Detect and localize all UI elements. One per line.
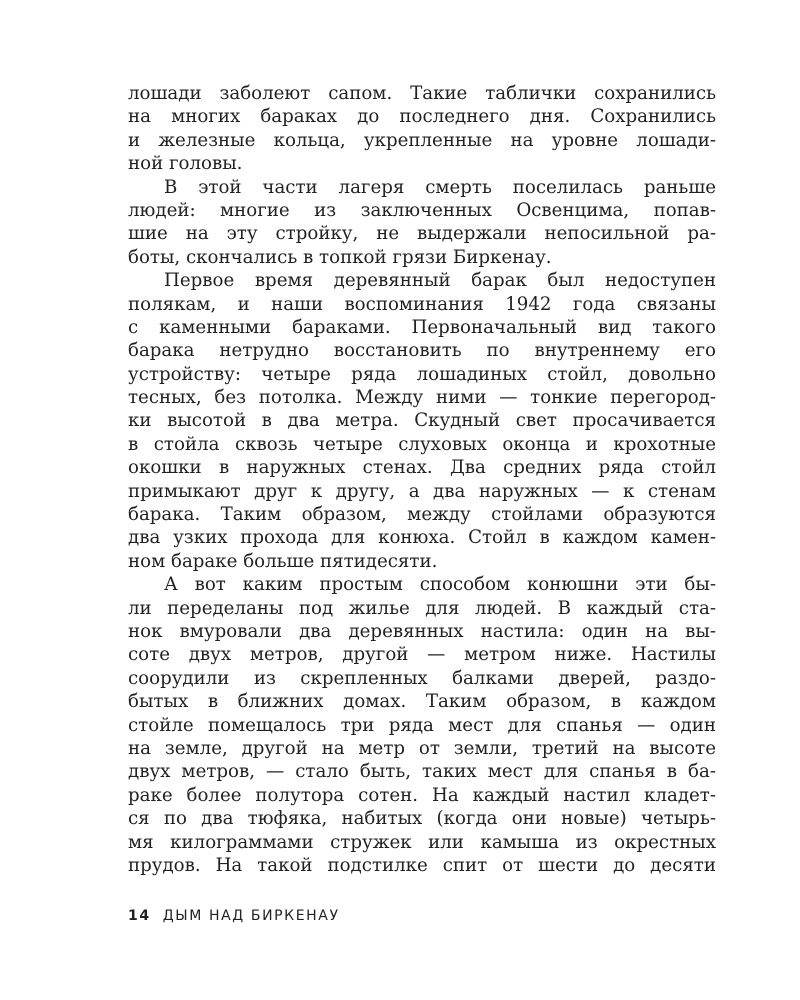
running-title: ДЫМ НАД БИРКЕНАУ: [162, 908, 340, 924]
text-line: Первое время деревянный барак был недоступен: [164, 270, 716, 292]
text-line: В этой части лагеря смерть поселилась раньше: [164, 176, 716, 198]
text-line: бытых в ближних домах. Таким образом, в каждом: [128, 691, 716, 713]
page-number: 14: [128, 908, 151, 924]
text-line: полякам, и наши воспоминания 1942 года связаны: [128, 293, 716, 315]
text-line: соорудили из скрепленных балками дверей, раздо-: [128, 667, 716, 689]
text-line: мя килограммами стружек или камыша из окрестных: [128, 831, 716, 853]
paragraph: [128, 176, 716, 270]
paragraph: [128, 82, 716, 176]
text-line: два узких прохода для конюха. Стойл в каждом камен-: [128, 527, 716, 549]
text-line: лошади заболеют сапом. Такие таблички сохранились: [128, 83, 716, 104]
text-line: прудов. На такой подстилке спит от шести до десяти: [128, 854, 716, 876]
text-line: ли переделаны под жилье для людей. В каждый ста-: [128, 597, 716, 619]
text-line: шие на эту стройку, не выдержали непосильной ра-: [128, 223, 716, 245]
text-line: боты, скончались в топкой грязи Биркенау.: [128, 246, 552, 268]
text-line: окошки в наружных стенах. Два средних ряда стойл: [128, 457, 716, 479]
text-line: двух метров, — стало быть, таких мест для спанья в ба-: [128, 761, 716, 783]
paragraph: [128, 573, 716, 877]
text-line: ки высотой в два метра. Скудный свет просачивается: [128, 410, 716, 432]
text-line: А вот каким простым способом конюшни эти бы-: [164, 574, 716, 596]
text-line: стойле помещалось три ряда мест для спанья — один: [128, 714, 716, 736]
text-line: на многих бараках до последнего дня. Сохранились: [128, 106, 716, 128]
text-line: с каменными бараками. Первоначальный вид такого: [128, 316, 716, 338]
body-text: [128, 82, 716, 877]
text-line: нок вмуровали два деревянных настила: один на вы-: [128, 620, 716, 642]
text-line: в стойла сквозь четыре слуховых оконца и крохотные: [128, 433, 716, 455]
text-line: на земле, другой на метр от земли, третий на высоте: [128, 737, 716, 759]
text-line: ной головы.: [128, 153, 243, 175]
text-line: ся по два тюфяка, набитых (когда они новые) четырь-: [128, 808, 716, 830]
text-line: соте двух метров, другой — метром ниже. Настилы: [128, 644, 716, 666]
text-line: тесных, без потолка. Между ними — тонкие перегород-: [128, 387, 716, 409]
text-line: барака нетрудно восстановить по внутреннему его: [128, 340, 716, 362]
paragraph: [128, 269, 716, 573]
text-line: раке более полутора сотен. На каждый настил кладет-: [128, 784, 716, 806]
text-line: людей: многие из заключенных Освенцима, попав-: [128, 199, 716, 221]
text-line: устройству: четыре ряда лошадиных стойл, довольно: [128, 363, 716, 385]
page-footer: [128, 908, 340, 924]
text-line: барака. Таким образом, между стойлами образуются: [128, 504, 716, 526]
text-line: и железные кольца, укрепленные на уровне лошади-: [128, 129, 716, 151]
text-line: примыкают друг к другу, а два наружных — к стенам: [128, 480, 716, 502]
text-line: ном бараке больше пятидесяти.: [128, 550, 438, 572]
